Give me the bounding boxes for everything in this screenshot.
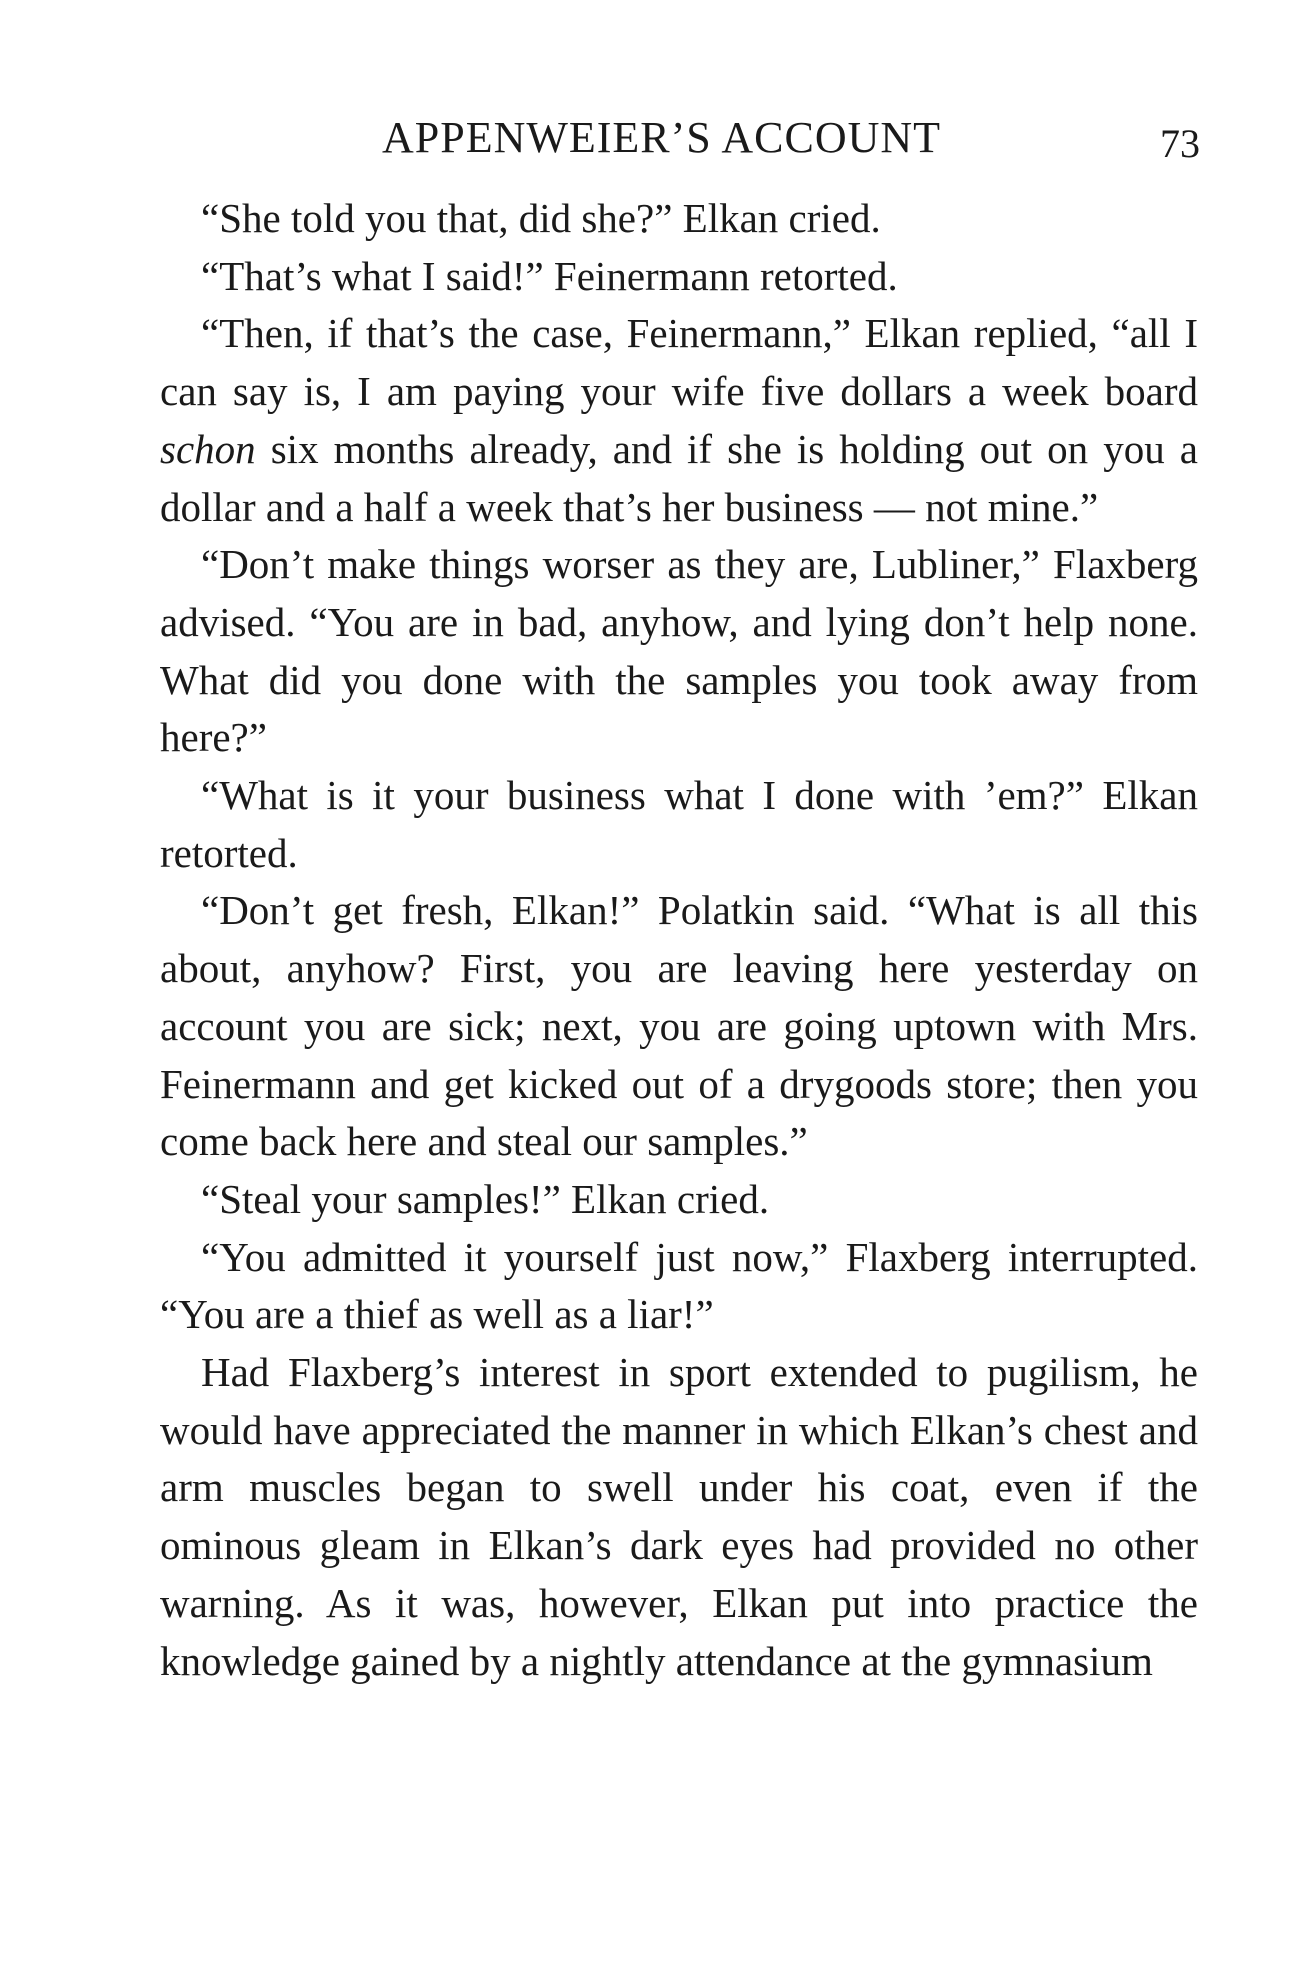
paragraph-9: Had Flaxberg’s interest in sport extended to pugilism, he would have appreciated the manner in which Elkan’s chest and arm muscles began to swell under his coat, even if the ominous gleam in Elkan’s dark eyes had provided no other warning. As it was, however, Elkan put into practice the knowledge gained by a nightly attendance at the gymnasium [160,1349,1198,1684]
paragraph-6: “Don’t get fresh, Elkan!” Polatkin said. “What is all this about, anyhow? First, you are leaving here yesterday on account you are sick; next, you are going uptown with Mrs. Feinermann and get kicked out of a drygoods store; then you come back here and steal our samples.” [160,887,1198,1165]
paragraph-1: “She told you that, did she?” Elkan cried. [201,195,881,241]
running-head [160,108,1200,168]
paragraph-4: “Don’t make things worser as they are, Lubliner,” Flaxberg advised. “You are in bad, anyhow, and lying don’t help none. What did you done with the samples you took away from here?” [160,541,1198,761]
paragraph-7: “Steal your samples!” Elkan cried. [201,1175,770,1222]
page-number: 73 [1160,121,1200,166]
body-text [160,190,1198,1690]
paragraph-8: “You admitted it yourself just now,” Flaxberg interrupted. “You are a thief as well as a liar!” [160,1233,1198,1338]
paragraph-3-end: six months already, and if she is holding out on you a dollar and a half a week that’s her business — not mine.” [160,425,1198,530]
paragraph-3 [160,305,1198,536]
paragraph-3-start: “Then, if that’s the case, Feinermann,” Elkan replied, “all I can say is, I am paying your wife five dollars a week board [160,310,1198,415]
paragraph-2: “That’s what I said!” Feinermann retorted. [201,252,898,299]
italic-word-schon: schon [160,425,256,472]
paragraph-5: “What is it your business what I done with ’em?” Elkan retorted. [160,772,1198,876]
running-title: APPENWEIER’S ACCOUNT [382,113,942,162]
